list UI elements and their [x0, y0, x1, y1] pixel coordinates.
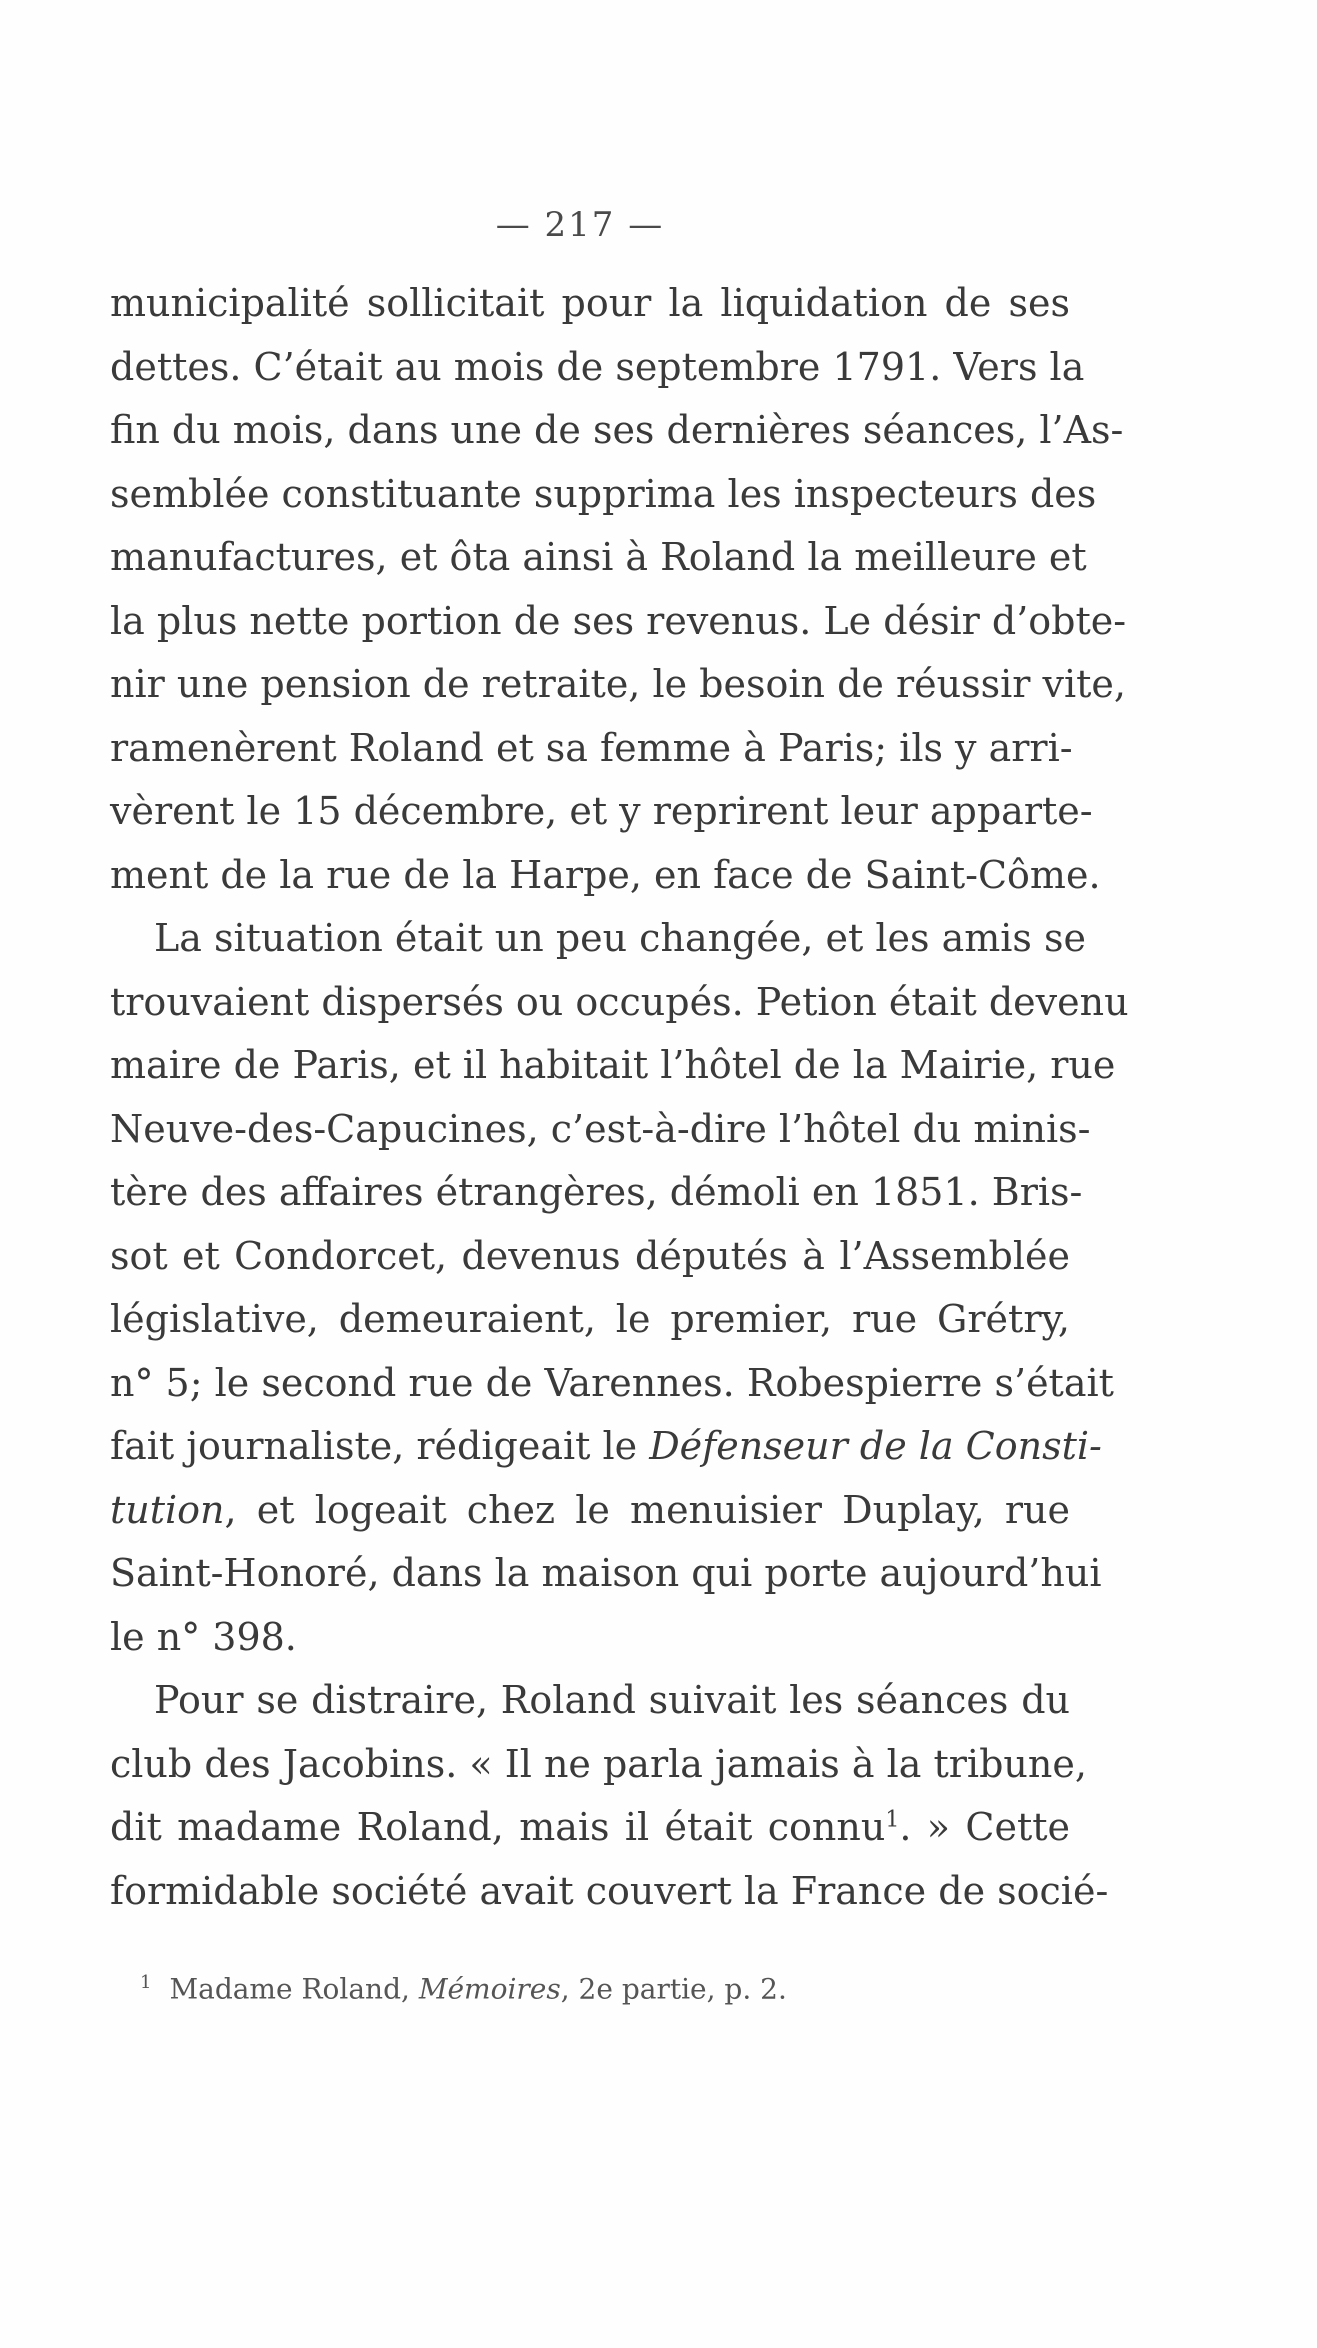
footnote: [140, 1972, 787, 2005]
text-line: [110, 1796, 1070, 1860]
text-line: municipalité sollicitait pour la liquidation de ses: [110, 281, 1070, 325]
footnote-rest: , 2e partie, p. 2.: [560, 1972, 787, 2006]
text-line: Saint-Honoré, dans la maison qui porte aujourd’hui: [110, 1551, 1102, 1595]
text-segment: , et logeait chez le menuisier Duplay, rue: [224, 1487, 1070, 1532]
page-number: — 217 —: [495, 205, 665, 245]
book-title: tution: [110, 1487, 225, 1532]
text-line: dettes. C’était au mois de septembre 1791. Vers la: [110, 344, 1085, 389]
text-line: manufactures, et ôta ainsi à Roland la meilleure et: [110, 535, 1087, 579]
text-line: tère des affaires étrangères, démoli en 1851. Bris-: [110, 1170, 1083, 1214]
text-line: n° 5; le second rue de Varennes. Robespierre s’était: [110, 1360, 1114, 1405]
text-line: club des Jacobins. « Il ne parla jamais à la tribune,: [110, 1741, 1087, 1786]
footnote-author: Madame Roland,: [169, 1972, 419, 2006]
footnote-title: Mémoires: [418, 1972, 561, 2006]
text-line: la plus nette portion de ses revenus. Le désir d’obte-: [110, 598, 1127, 643]
text-line: semblée constituante supprima les inspecteurs des: [110, 471, 1097, 516]
text-line: nir une pension de retraite, le besoin de réussir vite,: [110, 662, 1126, 706]
footnote-reference: 1: [885, 1807, 900, 1833]
text-line: La situation était un peu changée, et les amis se: [154, 916, 1087, 960]
footnote-mark: 1: [140, 1972, 152, 1993]
text-line: maire de Paris, et il habitait l’hôtel de la Mairie, rue: [110, 1043, 1116, 1087]
text-line: sot et Condorcet, devenus députés à l’Assemblée: [110, 1233, 1070, 1278]
text-segment: . » Cette: [899, 1805, 1070, 1849]
body-text: [110, 272, 1129, 1923]
text-line: formidable société avait couvert la France de socié-: [110, 1868, 1109, 1913]
text-line: législative, demeuraient, le premier, rue Grétry,: [110, 1297, 1070, 1341]
book-title: Défenseur de la Consti-: [649, 1424, 1102, 1468]
text-segment: dit madame Roland, mais il était connu: [110, 1805, 886, 1849]
text-line: [110, 1415, 1102, 1479]
text-line: vèrent le 15 décembre, et y reprirent leur apparte-: [110, 789, 1093, 833]
text-segment: fait journaliste, rédigeait le: [110, 1424, 650, 1468]
text-line: [110, 1479, 1070, 1543]
text-line: ramenèrent Roland et sa femme à Paris; ils y arri-: [110, 725, 1073, 770]
text-line: Neuve-des-Capucines, c’est-à-dire l’hôtel du minis-: [110, 1106, 1091, 1151]
text-line: fin du mois, dans une de ses dernières séances, l’As-: [110, 408, 1124, 452]
text-line: ment de la rue de la Harpe, en face de Saint-Côme.: [110, 852, 1101, 897]
text-line: trouvaient dispersés ou occupés. Petion était devenu: [110, 979, 1129, 1024]
text-line: Pour se distraire, Roland suivait les séances du: [154, 1678, 1070, 1722]
text-line: le n° 398.: [110, 1614, 297, 1659]
